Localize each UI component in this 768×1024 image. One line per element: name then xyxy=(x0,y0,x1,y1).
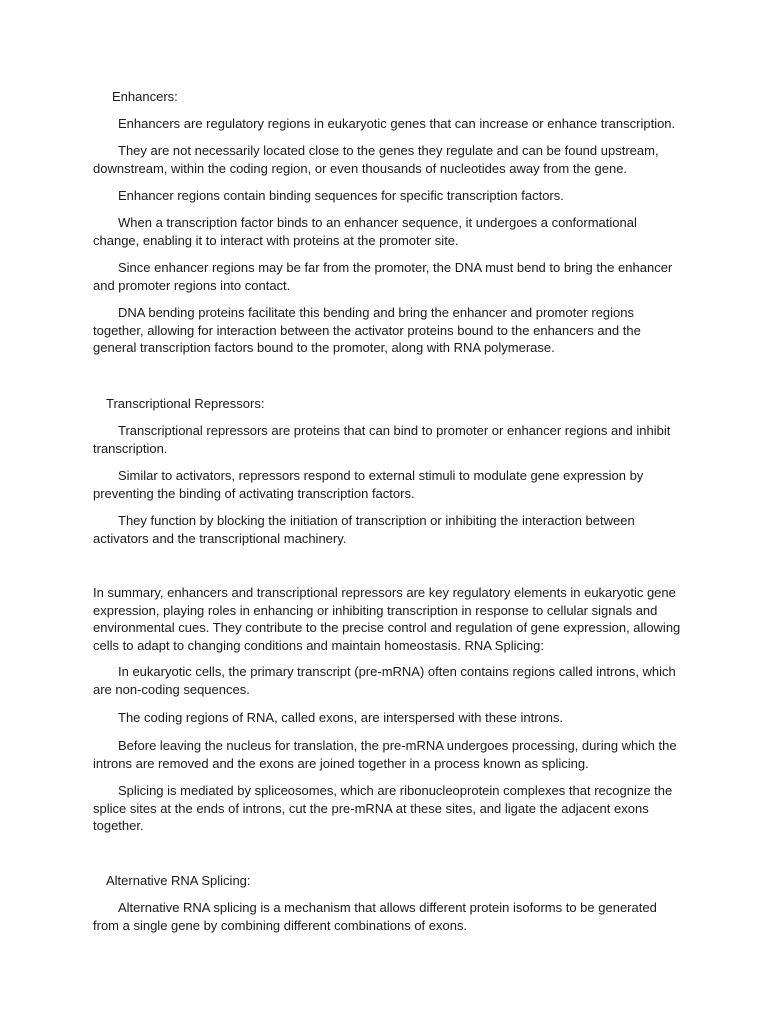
paragraph xyxy=(93,467,683,502)
paragraph xyxy=(93,259,683,294)
paragraph-text: In eukaryotic cells, the primary transcript (pre-mRNA) often contains regions called introns, which are non-coding sequences. xyxy=(93,664,676,697)
paragraph-text: They are not necessarily located close to the genes they regulate and can be found upstream, downstream, within the coding region, or even thousands of nucleotides away from the gene. xyxy=(93,143,659,176)
paragraph xyxy=(93,142,683,177)
section-heading-repressors: Transcriptional Repressors: xyxy=(106,396,265,411)
paragraph-text: DNA bending proteins facilitate this bending and bring the enhancer and promoter regions together, allowing for interaction between the activator proteins bound to the enhancers and the general transcription factors bound to the promoter, along with RNA polymerase. xyxy=(93,305,641,356)
paragraph-text: Since enhancer regions may be far from the promoter, the DNA must bend to bring the enhancer and promoter regions into contact. xyxy=(93,260,673,293)
paragraph-text: Alternative RNA splicing is a mechanism that allows different protein isoforms to be generated from a single gene by combining different combinations of exons. xyxy=(93,900,657,933)
summary-paragraph: In summary, enhancers and transcriptional repressors are key regulatory elements in eukaryotic gene expression, playing roles in enhancing or inhibiting transcription in response to cellular signals and environmental cues. They contribute to the precise control and regulation of gene expression, allowing cells to adapt to changing conditions and maintain homeostasis. RNA Splicing: xyxy=(93,585,681,653)
paragraph xyxy=(93,663,683,698)
paragraph-text: When a transcription factor binds to an enhancer sequence, it undergoes a conformational change, enabling it to interact with proteins at the promoter site. xyxy=(93,215,637,248)
section-heading-alternative-splicing: Alternative RNA Splicing: xyxy=(106,873,251,888)
paragraph xyxy=(93,512,683,547)
paragraph-text: Transcriptional repressors are proteins that can bind to promoter or enhancer regions and inhibit transcription. xyxy=(93,423,671,456)
paragraph-text: Enhancer regions contain binding sequences for specific transcription factors. xyxy=(118,188,564,203)
paragraph-text: Similar to activators, repressors respond to external stimuli to modulate gene expression by preventing the binding of activating transcription factors. xyxy=(93,468,644,501)
paragraph xyxy=(93,709,683,727)
paragraph-text: Before leaving the nucleus for translation, the pre-mRNA undergoes processing, during which the introns are removed and the exons are joined together in a process known as splicing. xyxy=(93,738,677,771)
paragraph-text: The coding regions of RNA, called exons, are interspersed with these introns. xyxy=(118,710,564,725)
paragraph xyxy=(93,115,683,133)
paragraph xyxy=(93,899,683,934)
paragraph-text: Enhancers are regulatory regions in eukaryotic genes that can increase or enhance transcription. xyxy=(118,116,676,131)
paragraph xyxy=(93,782,683,835)
paragraph xyxy=(93,422,683,457)
paragraph xyxy=(93,304,683,357)
section-heading-enhancers: Enhancers: xyxy=(112,89,178,104)
paragraph-text: Splicing is mediated by spliceosomes, which are ribonucleoprotein complexes that recognize the splice sites at the ends of introns, cut the pre-mRNA at these sites, and ligate the adjacent exons together. xyxy=(93,783,673,834)
paragraph xyxy=(93,187,683,205)
paragraph-text: They function by blocking the initiation of transcription or inhibiting the interaction between activators and the transcriptional machinery. xyxy=(93,513,635,546)
paragraph xyxy=(93,737,683,772)
paragraph xyxy=(93,214,683,249)
